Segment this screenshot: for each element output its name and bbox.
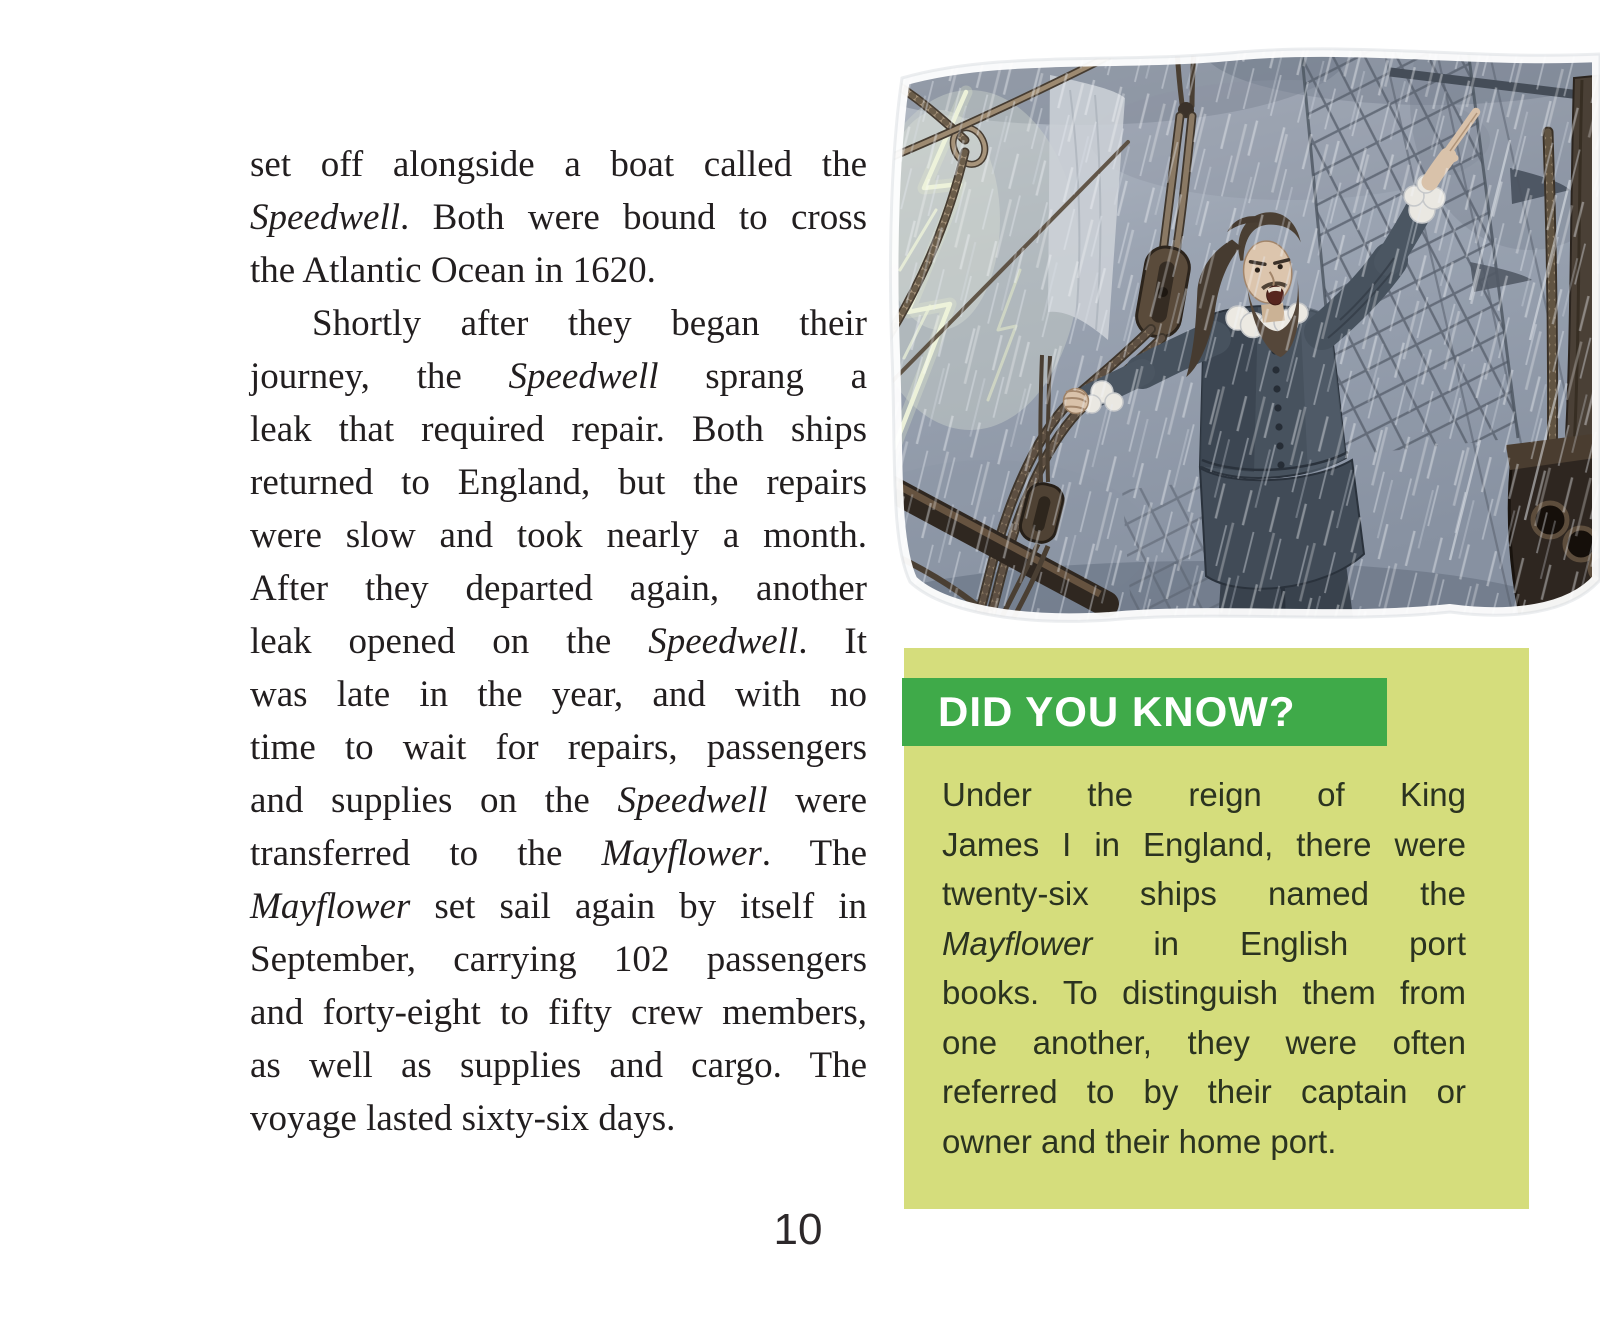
body-text-line: Speedwell. Both were bound to cross (250, 197, 867, 238)
body-text-line: Mayflower set sail again by itself in (250, 886, 867, 927)
body-text-line: and forty-eight to fifty crew members, (250, 992, 867, 1033)
body-text-line: time to wait for repairs, passengers (250, 727, 867, 768)
storm-illustration-svg (870, 20, 1600, 625)
did-you-know-header (902, 678, 1387, 746)
did-you-know-title: DID YOU KNOW? (938, 688, 1296, 735)
did-you-know-box (904, 648, 1529, 1209)
body-text-line: returned to England, but the repairs (250, 462, 867, 503)
body-text-line: voyage lasted sixty-six days. (250, 1098, 676, 1139)
body-text-line: and supplies on the Speedwell were (250, 780, 868, 821)
storm-illustration (870, 20, 1600, 625)
did-you-know-line: books. To distinguish them from (942, 974, 1466, 1011)
did-you-know-line: referred to by their captain or (942, 1073, 1466, 1110)
page-number: 10 (773, 1205, 823, 1254)
did-you-know-line: owner and their home port. (942, 1122, 1337, 1160)
did-you-know-line: Mayflower in English port (942, 924, 1466, 962)
body-text-line: were slow and took nearly a month. (250, 515, 867, 556)
body-text-line: was late in the year, and with no (250, 674, 867, 715)
body-text-line: journey, the Speedwell sprang a (250, 356, 867, 397)
did-you-know-line: Under the reign of King (942, 776, 1466, 813)
body-text (250, 138, 867, 1145)
body-text-line: transferred to the Mayflower. The (250, 833, 867, 874)
did-you-know-line: twenty-six ships named the (942, 875, 1466, 912)
body-text-line: the Atlantic Ocean in 1620. (250, 250, 656, 291)
body-text-line: After they departed again, another (250, 568, 867, 609)
body-text-line: Shortly after they began their (312, 303, 867, 344)
did-you-know-text (942, 770, 1466, 1166)
did-you-know-line: James I in England, there were (942, 825, 1466, 863)
did-you-know-line: one another, they were often (942, 1023, 1466, 1061)
body-text-line: as well as supplies and cargo. The (250, 1045, 867, 1086)
body-text-line: set off alongside a boat called the (250, 144, 867, 185)
body-text-line: leak opened on the Speedwell. It (250, 621, 867, 662)
body-text-line: leak that required repair. Both ships (250, 409, 867, 450)
body-text-line: September, carrying 102 passengers (250, 939, 867, 980)
